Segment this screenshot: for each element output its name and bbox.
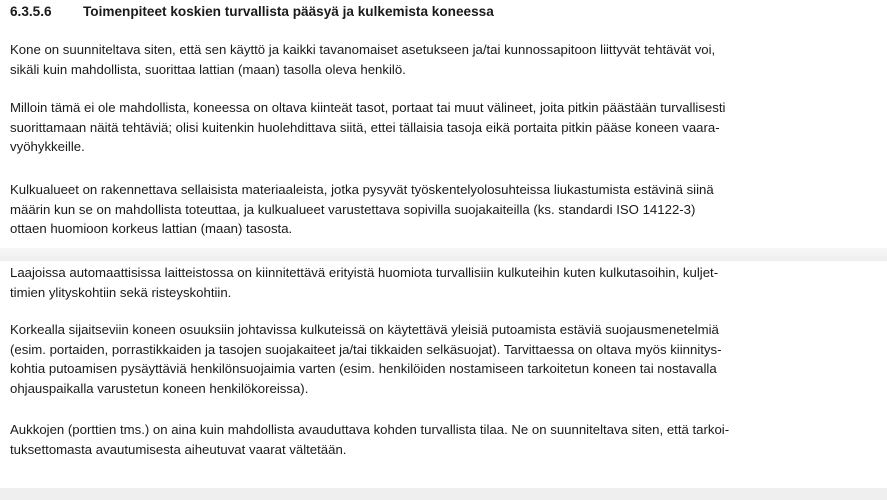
page-seam-divider bbox=[0, 248, 887, 261]
paragraph-line: suorittamaan näitä tehtäviä; olisi kuitenkin huolehdittava siitä, ettei tällaisia tasoja eikä portaita pitkin pääse koneen vaara- bbox=[10, 119, 720, 135]
paragraph-automated-installations bbox=[10, 263, 718, 302]
paragraph-line: Aukkojen (porttien tms.) on aina kuin mahdollista avauduttava kohden turvallista tilaa. Ne on suunniteltava siten, että tarkoi- bbox=[10, 422, 730, 437]
paragraph-line: määrin kun se on mahdollista toteuttaa, ja kulkualueet varustettava sopivilla suojakaiteilla (ks. standardi ISO 14122-3) bbox=[10, 201, 696, 217]
paragraph-line: Kulkualueet on rakennettava sellaisista materiaaleista, jotka pysyvät työskentelyolosuhteissa liukastumista estävinä siinä bbox=[10, 182, 714, 197]
paragraph-line: sikäli kuin mahdollista, suorittaa lattian (maan) tasolla oleva henkilö. bbox=[10, 61, 406, 77]
paragraph-openings bbox=[10, 420, 729, 459]
page-bottom-strip bbox=[0, 488, 887, 500]
paragraph-line: Milloin tämä ei ole mahdollista, koneessa on oltava kiinteät tasot, portaat tai muut välineet, joita pitkin päästään turvallisesti bbox=[10, 100, 726, 115]
section-title: Toimenpiteet koskien turvallista pääsyä ja kulkemista koneessa bbox=[83, 4, 494, 19]
paragraph-line: vyöhykkeille. bbox=[10, 139, 85, 154]
paragraph-line: Kone on suunniteltava siten, että sen käyttö ja kaikki tavanomaiset asetukseen ja/tai kunnossapitoon liittyvät tehtävät voi, bbox=[10, 42, 716, 57]
paragraph-ground-level-operation bbox=[10, 40, 715, 79]
paragraph-fixed-platforms bbox=[10, 98, 725, 157]
paragraph-line: tuksettomasta avautumisesta aiheutuvat vaarat vältetään. bbox=[10, 441, 347, 457]
paragraph-fall-protection bbox=[10, 320, 722, 398]
paragraph-line: Korkealla sijaitseviin koneen osuuksiin johtavissa kulkuteissä on käytettävä yleisiä putoamista estäviä suojausmenetelmiä bbox=[10, 322, 719, 337]
paragraph-line: ohjauspaikalla varustetun koneen henkilökoreissa). bbox=[10, 380, 309, 396]
section-heading bbox=[10, 2, 494, 22]
paragraph-line: Laajoissa automaattisissa laitteistossa on kiinnitettävä erityistä huomiota turvallisiin kulkuteihin kuten kulkutasoihin, kuljet- bbox=[10, 265, 719, 280]
paragraph-line: ottaen huomioon korkeus lattian (maan) tasosta. bbox=[10, 221, 293, 236]
paragraph-walkway-materials bbox=[10, 180, 714, 239]
paragraph-line: timien ylityskohtiin sekä risteyskohtiin. bbox=[10, 284, 232, 300]
section-number: 6.3.5.6 bbox=[10, 4, 52, 19]
paragraph-line: kohtia putoamisen pysäyttäviä henkilönsuojaimia varten (esim. henkilöiden nostamiseen tarkoitetun koneen tai nostavalla bbox=[10, 361, 717, 376]
paragraph-line: (esim. portaiden, porrastikkaiden ja tasojen suojakaiteet ja/tai tikkaiden selkäsuojat). Tarvittaessa on oltava myös kiinnitys- bbox=[10, 341, 722, 357]
